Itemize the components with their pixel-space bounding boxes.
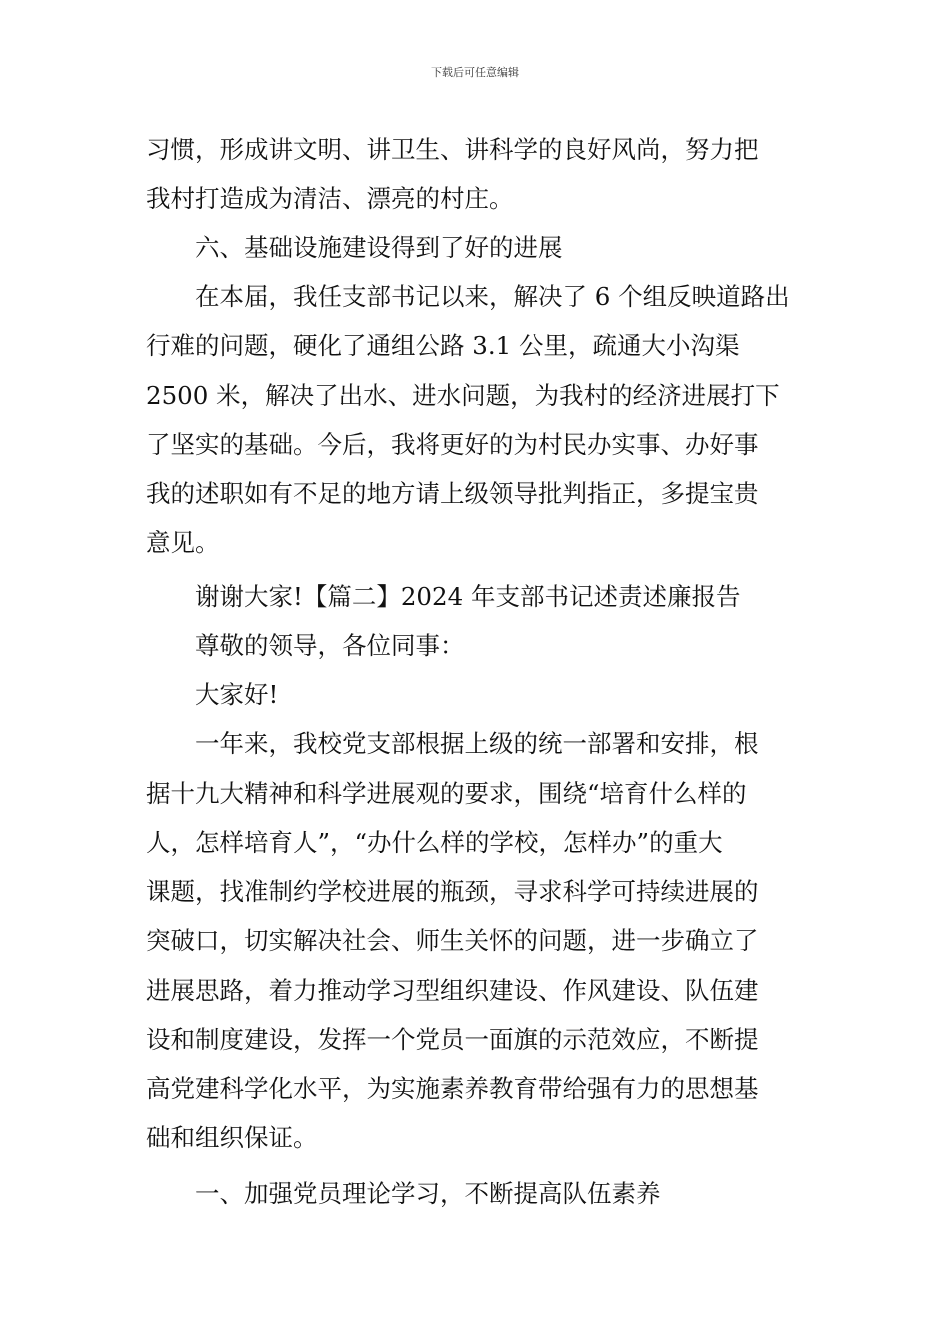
- text-line: 行难的问题，硬化了通组公路 3.1 公里，疏通大小沟渠: [146, 331, 740, 360]
- text-line: 意见。: [146, 528, 220, 557]
- text-line: 谢谢大家!【篇二】2024 年支部书记述责述廉报告: [195, 582, 741, 611]
- text-line: 高党建科学化水平，为实施素养教育带给强有力的思想基: [146, 1074, 759, 1103]
- text-line: 我村打造成为清洁、漂亮的村庄。: [146, 184, 514, 213]
- text-line: 突破口，切实解决社会、师生关怀的问题，进一步确立了: [146, 926, 759, 955]
- text-line: 课题，找准制约学校进展的瓶颈，寻求科学可持续进展的: [146, 877, 759, 906]
- text-line: 进展思路，着力推动学习型组织建设、作风建设、队伍建: [146, 976, 759, 1005]
- text-line: 了坚实的基础。今后，我将更好的为村民办实事、办好事: [146, 430, 759, 459]
- text-line: 据十九大精神和科学进展观的要求，围绕“培育什么样的: [146, 779, 747, 808]
- text-line: 一年来，我校党支部根据上级的统一部署和安排，根: [195, 729, 759, 758]
- text-line: 人，怎样培育人”，“办什么样的学校，怎样办”的重大: [146, 828, 723, 857]
- page-header: 下载后可任意编辑: [431, 66, 519, 79]
- text-line: 2500 米，解决了出水、进水问题，为我村的经济进展打下: [146, 381, 780, 410]
- text-line: 我的述职如有不足的地方请上级领导批判指正，多提宝贵: [146, 479, 759, 508]
- section-heading: 六、基础设施建设得到了好的进展: [195, 233, 563, 262]
- text-line: 设和制度建设，发挥一个党员一面旗的示范效应，不断提: [146, 1025, 759, 1054]
- greeting: 大家好!: [195, 680, 279, 709]
- salutation: 尊敬的领导，各位同事：: [195, 631, 465, 660]
- section-heading: 一、加强党员理论学习，不断提高队伍素养: [195, 1179, 661, 1208]
- text-line: 础和组织保证。: [146, 1123, 318, 1152]
- text-line: 习惯，形成讲文明、讲卫生、讲科学的良好风尚，努力把: [146, 135, 759, 164]
- text-line: 在本届，我任支部书记以来，解决了 6 个组反映道路出: [195, 282, 790, 311]
